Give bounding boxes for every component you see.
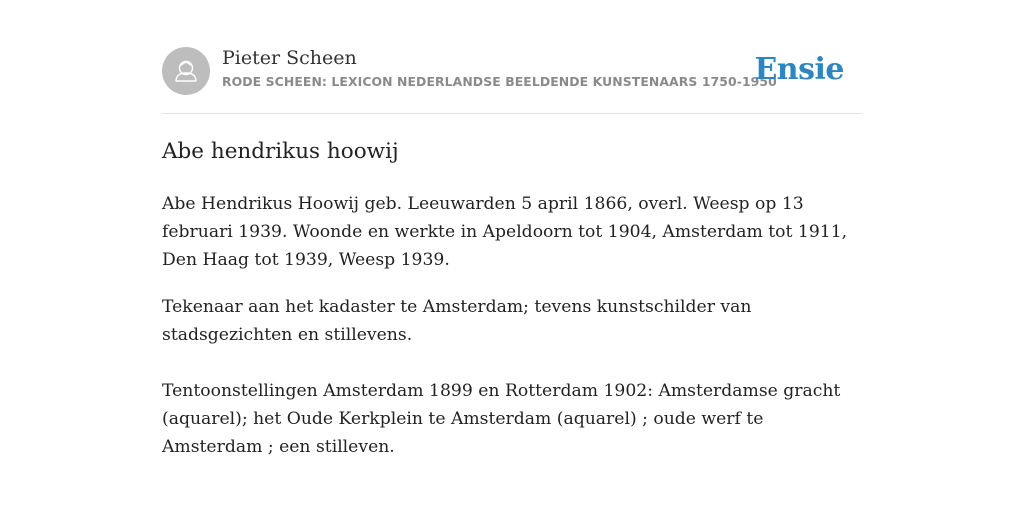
paragraph-biography: Abe Hendrikus Hoowij geb. Leeuwarden 5 april 1866, overl. Weesp op 13 februari 1939. Woonde en werkte in Apeldoorn tot 1904, Amsterdam tot 1911, Den Haag tot 1939, Weesp 1939. [162,194,848,270]
avatar[interactable] [162,47,210,95]
author-name[interactable]: Pieter Scheen [222,47,357,69]
source-title[interactable]: RODE SCHEEN: LEXICON NEDERLANDSE BEELDENDE KUNSTENAARS 1750-1950 [222,74,777,89]
brand-logo[interactable]: Ensie [754,52,844,87]
page-title: Abe hendrikus hoowij [162,139,399,164]
entry-header [162,46,862,96]
paragraph-exhibitions: Tentoonstellingen Amsterdam 1899 en Rotterdam 1902: Amsterdamse gracht (aquarel); het Oude Kerkplein te Amsterdam (aquarel) ; oude werf te Amsterdam ; een stilleven. [162,381,841,457]
paragraph-profession: Tekenaar aan het kadaster te Amsterdam; tevens kunstschilder van stadsgezichten en stillevens. [162,297,752,345]
article-body [162,190,862,461]
divider [162,113,862,114]
user-icon [162,47,210,95]
